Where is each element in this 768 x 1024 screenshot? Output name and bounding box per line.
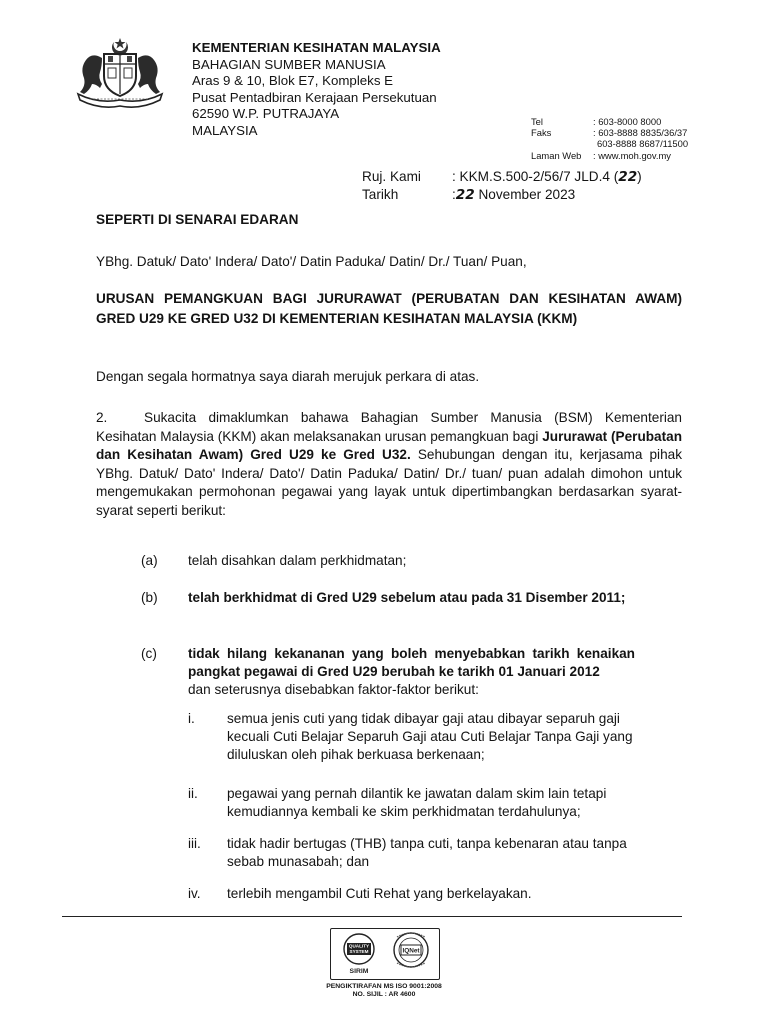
footer-divider [62, 916, 682, 917]
sirim-quality-logo [331, 929, 439, 979]
paragraph-2: 2. Sukacita dimaklumkan bahawa Bahagian Sumber Manusia (BSM) Kementerian Kesihatan Malaysia (KKM) akan melaksanakan urusan pemangkuan bagi Jururawat (Perubatan dan Kesihatan Awam) Gred U29 ke Gred U32. Sehubungan dengan itu, kerjasama pihak YBhg. Datuk/ Dato' Indera/ Dato'/ Datin Paduka/ Datin/ Dr./ tuan/ puan adalah dimohon untuk mengemukakan permohonan pegawai yang layak untuk dipertimbangkan berdasarkan syarat-syarat seperti berikut: [96, 410, 682, 518]
contact-info [531, 116, 688, 161]
paragraph-number: 2. [96, 410, 108, 425]
tel-label: Tel [531, 116, 543, 127]
website-label: Laman Web [531, 149, 582, 161]
reference-block [362, 168, 642, 204]
date-label: Tarikh [362, 187, 399, 202]
recipient-line: SEPERTI DI SENARAI EDARAN [96, 212, 299, 227]
fax-value: : 603-8888 8835/36/37 [593, 127, 688, 139]
svg-text:SYSTEM: SYSTEM [349, 949, 369, 954]
ministry-name: KEMENTERIAN KESIHATAN MALAYSIA [192, 40, 441, 55]
letterhead-organization [192, 40, 441, 140]
fax-value-2: 603-8888 8687/11500 [597, 138, 689, 150]
address-line: Aras 9 & 10, Blok E7, Kompleks E [192, 73, 394, 89]
opening-paragraph: Dengan segala hormatnya saya diarah merujuk perkara di atas. [96, 369, 480, 384]
position-name: Jururawat (Perubatan dan Kesihatan Awam) Gred U29 ke Gred U32. [96, 428, 682, 463]
coat-of-arms-icon [64, 36, 176, 108]
letter-subject: URUSAN PEMANGKUAN BAGI JURURAWAT (PERUBATAN DAN KESIHATAN AWAM) GRED U29 KE GRED U32 DI KEMENTERIAN KESIHATAN MALAYSIA (KKM) [96, 291, 682, 326]
tel-value: : 603-8000 8000 [593, 116, 662, 127]
address-line: 62590 W.P. PUTRAJAYA [192, 106, 340, 122]
svg-text:QUALITY: QUALITY [348, 943, 370, 949]
address-line: MALAYSIA [192, 122, 258, 138]
address-line: Pusat Pentadbiran Kerajaan Persekutuan [192, 89, 437, 105]
date-value: :22 November 2023 [452, 187, 576, 203]
svg-text:IQNet: IQNet [402, 947, 420, 955]
handwritten-number: 22 [618, 169, 638, 185]
website-value: : www.moh.gov.my [593, 149, 671, 161]
fax-label: Faks [531, 127, 552, 139]
reference-label: Ruj. Kami [362, 169, 421, 184]
certification-badges [330, 928, 440, 980]
svg-text:SIRIM: SIRIM [349, 968, 369, 975]
handwritten-day: 22 [455, 187, 475, 203]
certification-text: PENGIKTIRAFAN MS ISO 9001:2008 NO. SIJIL : AR 4600 [326, 983, 442, 998]
salutation: YBhg. Datuk/ Dato' Indera/ Dato'/ Datin Paduka/ Datin/ Dr./ Tuan/ Puan, [96, 254, 527, 269]
reference-value: : KKM.S.500-2/56/7 JLD.4 (22) [452, 169, 642, 185]
division-name: BAHAGIAN SUMBER MANUSIA [192, 56, 386, 72]
